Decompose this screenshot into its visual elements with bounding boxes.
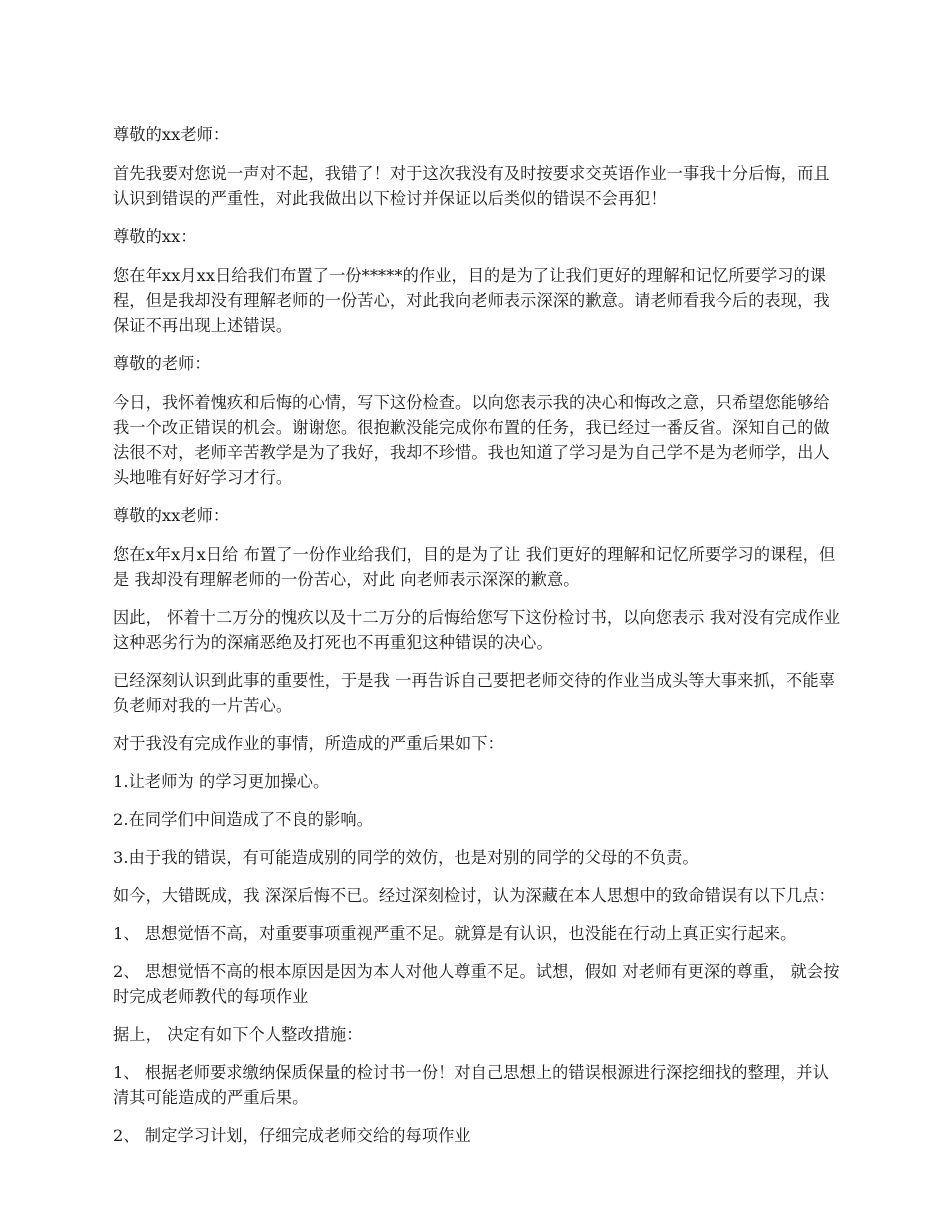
list-item: 2、 思想觉悟不高的根本原因是因为本人对他人尊重不足。试想，假如 对老师有更深的尊重， 就会按时完成老师教代的每项作业	[113, 962, 840, 1006]
paragraph: 您在年xx月xx日给我们布置了一份*****的作业，目的是为了让我们更好的理解和记忆所要学习的课程，但是我却没有理解老师的一份苦心，对此我向老师表示深深的歉意。请老师看我今后的表现，我保证不再出现上述错误。	[113, 266, 830, 335]
salutation: 尊敬的老师：	[113, 354, 211, 373]
salutation: 尊敬的xx：	[113, 227, 197, 246]
paragraph: 因此， 怀着十二万分的愧疚以及十二万分的后悔给您写下这份检讨书，以向您表示 我对没有完成作业这种恶劣行为的深痛恶绝及打死也不再重犯这种错误的决心。	[113, 608, 841, 652]
list-item: 1、 根据老师要求缴纳保质保量的检讨书一份！对自己思想上的错误根源进行深挖细找的整理，并认清其可能造成的严重后果。	[113, 1063, 830, 1107]
list-item: 1、 思想觉悟不高，对重要事项重视严重不足。就算是有认识，也没能在行动上真正实行起来。	[113, 924, 797, 943]
paragraph: 据上， 决定有如下个人整改措施：	[113, 1025, 363, 1044]
paragraph: 今日，我怀着愧疚和后悔的心情，写下这份检查。以向您表示我的决心和悔改之意，只希望您能够给我一个改正错误的机会。谢谢您。很抱歉没能完成你布置的任务，我已经过一番反省。深知自己的做法很不对，老师辛苦教学是为了我好，我却不珍惜。我也知道了学习是为自己学不是为老师学，出人头地唯有好好学习才行。	[113, 393, 830, 487]
paragraph: 已经深刻认识到此事的重要性，于是我 一再告诉自己要把老师交待的作业当成头等大事来抓，不能辜负老师对我的一片苦心。	[113, 671, 835, 715]
salutation: 尊敬的xx老师：	[113, 125, 230, 144]
paragraph: 您在x年x月x日给 布置了一份作业给我们，目的是为了让 我们更好的理解和记忆所要学习的课程，但是 我却没有理解老师的一份苦心，对此 向老师表示深深的歉意。	[113, 545, 836, 589]
document-body	[113, 122, 843, 1161]
paragraph: 首先我要对您说一声对不起，我错了！对于这次我没有及时按要求交英语作业一事我十分后悔，而且认识到错误的严重性，对此我做出以下检讨并保证以后类似的错误不会再犯！	[113, 164, 830, 208]
paragraph: 如今，大错既成，我 深深后悔不已。经过深刻检讨，认为深藏在本人思想中的致命错误有以下几点：	[113, 886, 835, 905]
list-item: 2、 制定学习计划，仔细完成老师交给的每项作业	[113, 1126, 471, 1145]
salutation: 尊敬的xx老师：	[113, 506, 230, 525]
list-item: 3.由于我的错误，有可能造成别的同学的效仿，也是对别的同学的父母的不负责。	[113, 848, 699, 867]
paragraph: 对于我没有完成作业的事情，所造成的严重后果如下：	[113, 734, 504, 753]
list-item: 1.让老师为 的学习更加操心。	[113, 772, 330, 791]
list-item: 2.在同学们中间造成了不良的影响。	[113, 810, 373, 829]
